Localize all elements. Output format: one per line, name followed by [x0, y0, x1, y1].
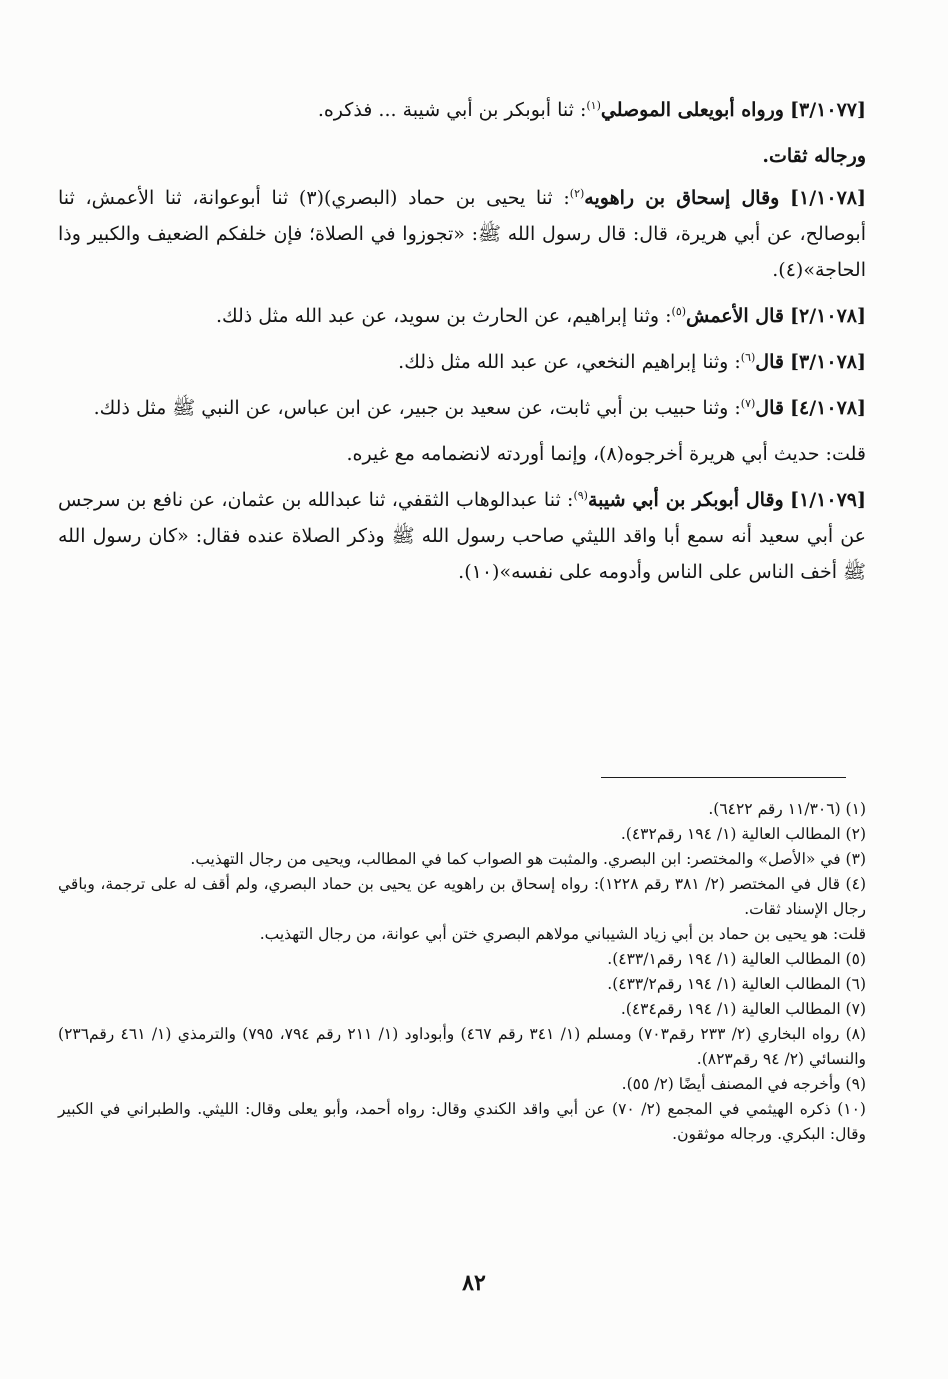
footnote-2: (٢) المطالب العالية (١/ ١٩٤ رقم٤٣٢). [620, 825, 866, 843]
hadith-text: : ثنا يحيى بن حماد (البصري)(٣) ثنا أبوعوانة، ثنا الأعمش، ثنا أبوصالح، عن أبي هريرة، قال: قال رسول الله ﷺ: «تجوزوا في الصلاة؛ فإن خلفكم الضعيف والكبير وذا الحاجة»(٤). [58, 187, 866, 281]
footnote-5: (٥) المطالب العالية (١/ ١٩٤ رقم٤٣٣/١). [607, 950, 866, 968]
paragraph-2-1078 [58, 298, 866, 334]
footnote-8: (٨) رواه البخاري (٢/ ٢٣٣ رقم٧٠٣) ومسلم (١/ ٣٤١ رقم ٤٦٧) وأبوداود (١/ ٢١١ رقم ٧٩٤، ٧٩٥) والترمذي (١/ ٤٦١ رقم٢٣٦) والنسائي (٢/ ٩٤ رقم٨٢٣). [58, 1025, 867, 1068]
paragraph-3-1077 [58, 92, 866, 128]
hadith-number: [١/١٠٧٨] [790, 187, 866, 209]
author-note-text: قلت: حديث أبي هريرة أخرجوه(٨)، وإنما أوردته لانضمامه مع غيره. [346, 443, 866, 465]
hadith-text: : وثنا إبراهيم، عن الحارث بن سويد، عن عبد الله مثل ذلك. [215, 305, 672, 327]
footnotes [58, 797, 866, 1147]
hadith-text: : وثنا إبراهيم النخعي، عن عبد الله مثل ذلك. [398, 351, 741, 373]
paragraph-narrators-note [58, 138, 866, 174]
paragraph-1-1078 [58, 180, 866, 288]
hadith-number: [٣/١٠٧٧] [790, 99, 866, 121]
footnote-ref: (٢) [569, 187, 585, 200]
hadith-source: وقال أبوبكر بن أبي شيبة [587, 489, 784, 511]
hadith-number: [٢/١٠٧٨] [790, 305, 866, 327]
footnote-3: (٣) في «الأصل» والمختصر: ابن البصري. والمثبت هو الصواب كما في المطالب، ويحيى من رجال التهذيب. [190, 850, 866, 868]
footnote-10: (١٠) ذكره الهيثمي في المجمع (٢/ ٧٠) عن أبي واقد الكندي وقال: رواه أحمد، وأبو يعلى وقال: الليثي. والطبراني في الكبير وقال: البكري. ورجاله موثقون. [58, 1100, 866, 1143]
page-number: ٨٢ [462, 1270, 486, 1296]
hadith-source: قال [755, 397, 784, 419]
footnote-ref: (١) [586, 99, 601, 112]
paragraph-4-1078 [58, 390, 866, 426]
hadith-text: : ثنا أبوبكر بن أبي شيبة ... فذكره. [317, 99, 587, 121]
paragraph-3-1078 [58, 344, 866, 380]
footnote-6: (٦) المطالب العالية (١/ ١٩٤ رقم٤٣٣/٢). [607, 975, 866, 993]
footnote-1: (١) (١١/٣٠٦ رقم ٦٤٢٢). [708, 800, 866, 818]
footnote-9: (٩) وأخرجه في المصنف أيضًا (٢/ ٥٥). [621, 1075, 866, 1093]
paragraph-1-1079 [58, 482, 866, 590]
footnote-separator [601, 777, 846, 778]
hadith-number: [٣/١٠٧٨] [790, 351, 866, 373]
hadith-source: وقال إسحاق بن راهويه [584, 187, 780, 209]
hadith-source: ورواه أبويعلى الموصلي [600, 99, 784, 121]
hadith-source: قال [755, 351, 784, 373]
hadith-number: [١/١٠٧٩] [790, 489, 866, 511]
main-text [58, 92, 866, 600]
footnote-ref: (٦) [740, 351, 756, 364]
paragraph-author-note [58, 436, 866, 472]
footnote-ref: (٥) [671, 305, 687, 318]
hadith-text: : ثنا عبدالوهاب الثقفي، ثنا عبدالله بن عثمان، عن نافع بن سرجس عن أبي سعيد أنه سمع أبا واقد الليثي صاحب رسول الله ﷺ وذكر الصلاة عنده فقال: «كان رسول الله ﷺ أخف الناس على الناس وأدومه على نفسه»(١٠). [58, 489, 866, 583]
hadith-number: [٤/١٠٧٨] [790, 397, 866, 419]
narrators-note: ورجاله ثقات. [762, 145, 866, 167]
footnote-4: (٤) قال في المختصر (٢/ ٣٨١ رقم ١٢٢٨): رواه إسحاق بن راهويه عن يحيى بن حماد البصري، ولم أقف له على ترجمة، وباقي رجال الإسناد ثقات. [58, 875, 866, 918]
hadith-source: قال الأعمش [686, 305, 784, 327]
footnote-ref: (٧) [740, 397, 756, 410]
footnote-ref: (٩) [573, 489, 588, 502]
footnote-7: (٧) المطالب العالية (١/ ١٩٤ رقم٤٣٤). [620, 1000, 866, 1018]
footnote-4-comment: قلت: هو يحيى بن حماد بن أبي زياد الشيباني مولاهم البصري ختن أبي عوانة، من رجال التهذيب. [259, 925, 866, 943]
hadith-text: : وثنا حبيب بن أبي ثابت، عن سعيد بن جبير، عن ابن عباس، عن النبي ﷺ مثل ذلك. [93, 397, 741, 419]
